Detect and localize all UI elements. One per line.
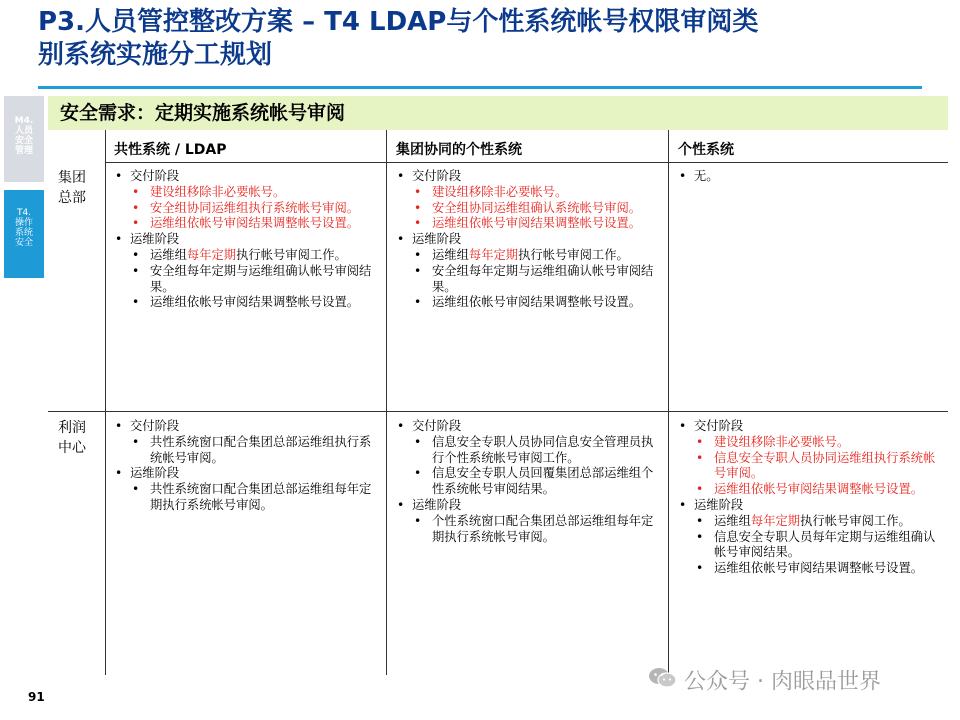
column-header-personal: 个性系统 — [678, 142, 734, 158]
highlight-text: 每年定期 — [186, 247, 237, 262]
row-label-line: 利润 — [58, 420, 86, 436]
phase-list — [674, 419, 944, 577]
column-header-group-personal: 集团协同的个性系统 — [396, 142, 522, 158]
row-label-hq — [58, 168, 102, 208]
phase-label: 交付阶段 — [412, 169, 462, 183]
highlight-text: 每年定期 — [750, 513, 801, 528]
row-label-profit-center — [58, 418, 102, 458]
task-item: • 运维组每年定期执行帐号审阅工作。 — [130, 248, 378, 264]
phase-item — [674, 498, 944, 577]
row-label-line: 集团 — [58, 170, 86, 186]
cell-profit-common — [110, 419, 378, 514]
task-item: • 安全组协同运维组确认系统帐号审阅。 — [412, 201, 662, 217]
phase-item — [392, 232, 662, 311]
task-item: • 运维组每年定期执行帐号审阅工作。 — [694, 514, 944, 530]
watermark — [648, 666, 881, 696]
task-item: • 运维组每年定期执行帐号审阅工作。 — [412, 248, 662, 264]
phase-label: 交付阶段 — [130, 169, 180, 183]
column-divider — [105, 130, 106, 675]
phase-label: 运维阶段 — [412, 232, 462, 247]
task-item: • 运维组依帐号审阅结果调整帐号设置。 — [130, 216, 378, 232]
requirement-banner: 安全需求：定期实施系统帐号审阅 — [48, 96, 948, 130]
task-list — [130, 185, 378, 232]
cell-profit-personal — [674, 419, 944, 577]
task-item: • 建设组移除非必要帐号。 — [412, 185, 662, 201]
page-title-line2: 别系统实施分工规划 — [38, 40, 273, 70]
sidebar-tab-m4-line: 安全 — [14, 136, 33, 146]
watermark-text: 公众号 · 肉眼品世界 — [684, 669, 881, 695]
phase-item — [110, 232, 378, 311]
task-list — [412, 248, 662, 311]
phase-item — [110, 419, 378, 466]
task-list — [130, 248, 378, 311]
task-list — [412, 185, 662, 232]
row-divider — [48, 411, 948, 412]
page-title-line1: P3.人员管控整改方案 – T4 LDAP与个性系统帐号权限审阅类 — [38, 7, 759, 37]
highlight-text: 每年定期 — [468, 247, 519, 262]
task-list — [412, 435, 662, 498]
sidebar-tab-t4-line: T4. — [16, 208, 32, 218]
row-label-line: 中心 — [58, 440, 86, 456]
phase-item — [110, 169, 378, 232]
phase-item — [392, 419, 662, 498]
phase-label: 运维阶段 — [130, 232, 180, 247]
task-item: • 建设组移除非必要帐号。 — [130, 185, 378, 201]
row-label-line: 总部 — [58, 190, 86, 206]
phase-list — [674, 169, 944, 185]
task-item: • 信息安全专职人员协同运维组执行系统帐号审阅。 — [694, 451, 944, 483]
cell-hq-personal — [674, 169, 944, 185]
task-item: • 安全组协同运维组执行系统帐号审阅。 — [130, 201, 378, 217]
cell-hq-common — [110, 169, 378, 311]
cell-hq-group-personal — [392, 169, 662, 311]
task-item: • 运维组依帐号审阅结果调整帐号设置。 — [412, 216, 662, 232]
phase-label: 运维阶段 — [412, 497, 462, 512]
header-divider — [106, 162, 948, 163]
phase-item — [392, 169, 662, 232]
task-item: • 建设组移除非必要帐号。 — [694, 435, 944, 451]
task-item: • 运维组依帐号审阅结果调整帐号设置。 — [694, 482, 944, 498]
phase-item — [674, 419, 944, 498]
task-item: • 共性系统窗口配合集团总部运维组每年定期执行系统帐号审阅。 — [130, 482, 378, 514]
sidebar-tab-t4-line: 操作 — [14, 218, 33, 228]
phase-list — [392, 419, 662, 545]
phase-list — [110, 169, 378, 311]
column-divider — [668, 130, 669, 675]
task-list — [694, 514, 944, 577]
task-item: • 信息安全专职人员协同信息安全管理员执行个性系统帐号审阅工作。 — [412, 435, 662, 467]
task-list — [694, 435, 944, 498]
task-list — [130, 435, 378, 467]
phase-item — [392, 498, 662, 545]
task-item: • 共性系统窗口配合集团总部运维组执行系统帐号审阅。 — [130, 435, 378, 467]
task-item: • 运维组依帐号审阅结果调整帐号设置。 — [130, 295, 378, 311]
phase-label: 交付阶段 — [694, 419, 744, 433]
sidebar-tab-m4[interactable] — [4, 96, 44, 182]
phase-label: 交付阶段 — [412, 419, 462, 433]
task-item: • 运维组依帐号审阅结果调整帐号设置。 — [694, 561, 944, 577]
sidebar-tab-t4[interactable] — [4, 190, 44, 278]
sidebar-tab-t4-line: 系统 — [14, 228, 33, 238]
page-number: 91 — [28, 690, 45, 704]
phase-label: 运维阶段 — [694, 497, 744, 512]
task-item: • 信息安全专职人员回覆集团总部运维组个性系统帐号审阅结果。 — [412, 466, 662, 498]
task-item: • 运维组依帐号审阅结果调整帐号设置。 — [412, 295, 662, 311]
phase-list — [392, 169, 662, 311]
phase-list — [110, 419, 378, 514]
sidebar-tab-t4-line: 安全 — [14, 238, 33, 248]
task-list — [412, 514, 662, 546]
column-header-common: 共性系统 / LDAP — [114, 142, 227, 158]
phase-label: 无。 — [694, 169, 719, 183]
sidebar-tab-m4-line: 人员 — [14, 126, 33, 136]
cell-profit-group-personal — [392, 419, 662, 545]
task-item: • 安全组每年定期与运维组确认帐号审阅结果。 — [412, 264, 662, 296]
task-list — [130, 482, 378, 514]
task-item: • 信息安全专职人员每年定期与运维组确认帐号审阅结果。 — [694, 530, 944, 562]
phase-item — [674, 169, 944, 185]
task-item: • 个性系统窗口配合集团总部运维组每年定期执行系统帐号审阅。 — [412, 514, 662, 546]
column-divider — [386, 130, 387, 675]
sidebar-tab-m4-line: M4. — [14, 116, 34, 126]
title-underline — [38, 86, 922, 89]
phase-item — [110, 466, 378, 513]
page-title — [38, 6, 938, 72]
sidebar-tab-m4-line: 管理 — [14, 146, 33, 156]
phase-label: 运维阶段 — [130, 466, 180, 481]
wechat-icon — [648, 666, 678, 699]
phase-label: 交付阶段 — [130, 419, 180, 433]
task-item: • 安全组每年定期与运维组确认帐号审阅结果。 — [130, 264, 378, 296]
